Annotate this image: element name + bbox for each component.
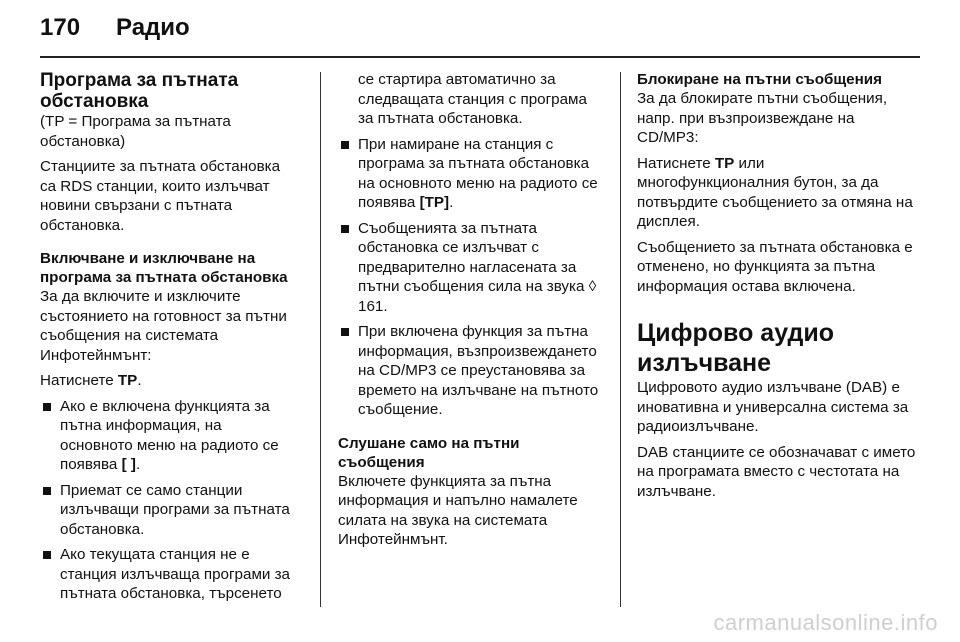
square-bullet-icon bbox=[43, 487, 51, 495]
display-symbol: [TP] bbox=[419, 194, 450, 211]
list-item: При включена функция за пътна информация, възпроизвеждането на CD/MP3 се преустановява за времето на излъчване на пътното съобщение. bbox=[338, 322, 604, 420]
page-header bbox=[40, 14, 920, 54]
on-off-paragraph: За да включите и изключите състоянието на готовност за пътни съобщения на системата Инфотейнмънт: bbox=[40, 288, 287, 364]
square-bullet-icon bbox=[341, 328, 349, 336]
section-title-traffic-program: Програма за пътната обстановка bbox=[40, 70, 239, 112]
header-rule bbox=[40, 56, 920, 58]
subheading-block-messages: Блокиране на пътни съобщения bbox=[637, 71, 883, 88]
block-paragraph: За да блокирате пътни съобщения, напр. при възпроизвеждане на CD/MP3: bbox=[637, 90, 888, 146]
list-item: При намиране на станция с програма за пътната обстановка на основното меню на радиото се появява [TP]. bbox=[338, 135, 604, 213]
running-title: Радио bbox=[116, 14, 190, 41]
watermark: carmanualsonline.info bbox=[713, 610, 938, 635]
bullet-list-1 bbox=[40, 397, 298, 604]
list-item: Ако е включена функцията за пътна информация, на основното меню на радиото се появява [ ]. bbox=[40, 397, 298, 475]
press-tp-or-knob-paragraph: Натиснете TP или многофункционалния бутон, за да потвърдите съобщението за отмяна на дисплея. bbox=[637, 154, 913, 230]
subheading-on-off: Включване и изключване на програма за пътната обстановка bbox=[40, 250, 288, 286]
listen-only-paragraph: Включете функцията за пътна информация и напълно намалете силата на звука на системата Инфотейнмънт. bbox=[338, 472, 578, 548]
press-tp-paragraph: Натиснете TP. bbox=[40, 372, 142, 389]
column-divider-2 bbox=[620, 72, 621, 607]
square-bullet-icon bbox=[43, 403, 51, 411]
dab-paragraph-2: DAB станциите се обозначават с името на програмата вместо с честотата на излъчване. bbox=[637, 443, 916, 500]
abbreviation-paragraph: (TP = Програма за пътната обстановка) bbox=[40, 113, 231, 150]
list-item: Съобщенията за пътната обстановка се излъчват с предварително нагласената за пътни съобщения сила на звука ◊ 161. bbox=[338, 219, 604, 317]
page-reference-icon: ◊ bbox=[588, 278, 597, 295]
tp-button-label: TP bbox=[117, 372, 138, 389]
list-item: Ако текущата станция не е станция излъчваща програми за пътната обстановка, търсенето bbox=[40, 545, 298, 604]
column-3 bbox=[637, 70, 920, 507]
page-reference: 161. bbox=[358, 297, 388, 315]
tp-button-label: TP bbox=[714, 154, 735, 172]
display-symbol: [ ] bbox=[121, 456, 136, 473]
square-bullet-icon bbox=[341, 141, 349, 149]
subheading-listen-only: Слушане само на пътни съобщения bbox=[338, 434, 520, 471]
section-title-dab: Цифрово аудио излъчване bbox=[637, 319, 834, 377]
intro-paragraph: Станциите за пътната обстановка са RDS станции, които излъчват новини свързани с пътната обстановка. bbox=[40, 158, 281, 234]
bullet-list-2 bbox=[338, 135, 604, 420]
list-item: Приемат се само станции излъчващи програми за пътната обстановка. bbox=[40, 481, 298, 540]
column-1 bbox=[40, 70, 298, 610]
column-divider-1 bbox=[320, 72, 321, 607]
column-2 bbox=[338, 70, 604, 556]
page-number: 170 bbox=[40, 14, 81, 41]
square-bullet-icon bbox=[43, 551, 51, 559]
square-bullet-icon bbox=[341, 225, 349, 233]
bullet-continuation: се стартира автоматично за следващата станция с програма за пътната обстановка. bbox=[358, 71, 587, 127]
dab-paragraph-1: Цифровото аудио излъчване (DAB) е иновативна и универсална система за радиоизлъчване. bbox=[637, 379, 909, 435]
cancel-paragraph: Съобщението за пътната обстановка е отменено, но функцията за пътна информация остава включена. bbox=[637, 238, 913, 295]
